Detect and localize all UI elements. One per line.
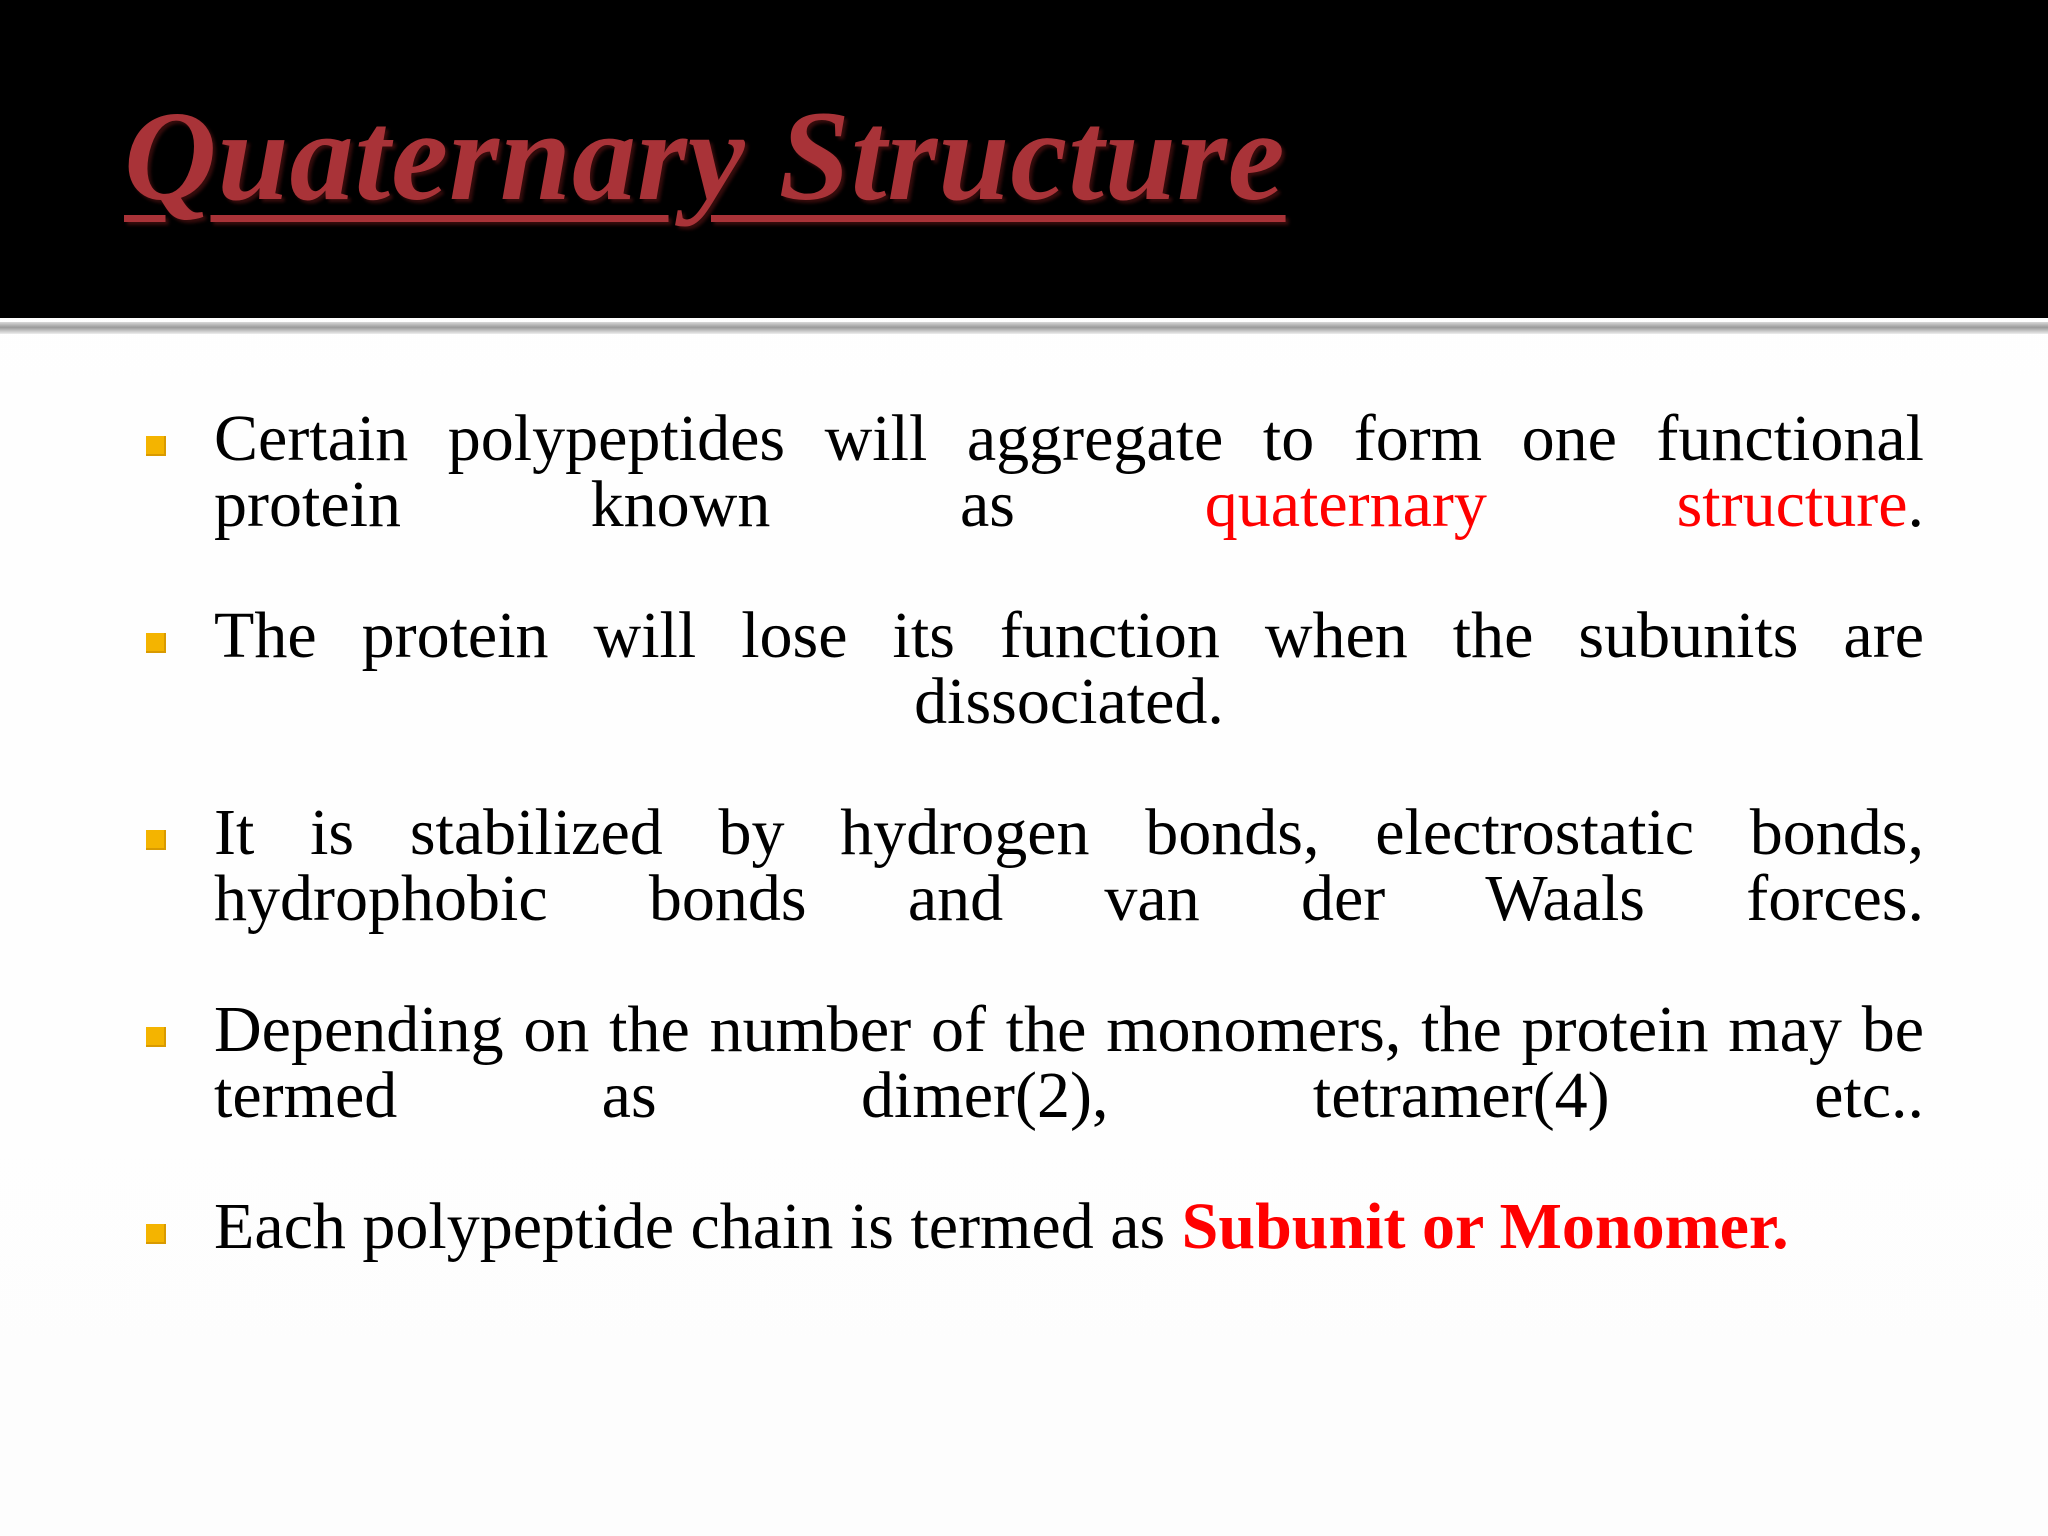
square-bullet-icon	[146, 1224, 166, 1244]
title-bar	[0, 0, 2048, 318]
bullet-text: It is stabilized by hydrogen bonds, electrostatic bonds, hydrophobic bonds and van der Waals forces.	[214, 796, 1924, 935]
highlight-term: Subunit or Monomer.	[1181, 1190, 1789, 1263]
highlight-term: quaternary	[1204, 468, 1487, 541]
highlight-term: structure	[1676, 468, 1908, 541]
bullet-text: Certain polypeptides will aggregate to form one functional protein known as	[214, 402, 1924, 541]
square-bullet-icon	[146, 633, 166, 653]
bullet-item	[144, 993, 1924, 1132]
bullet-item	[144, 402, 1924, 541]
bullet-text: Each polypeptide chain is termed as	[214, 1190, 1182, 1263]
bullet-item	[144, 599, 1924, 738]
bullet-text: .	[1907, 468, 1924, 541]
bullet-item	[144, 1190, 1924, 1263]
slide-title: Quaternary Structure	[124, 85, 1286, 227]
title-divider	[0, 322, 2048, 334]
bullet-text: The protein will lose its function when the subunits are dissociated.	[214, 599, 1924, 738]
bullet-list	[144, 402, 1924, 1325]
bullet-item	[144, 796, 1924, 935]
bullet-text	[1487, 468, 1677, 541]
bullet-text: Depending on the number of the monomers, the protein may be termed as dimer(2), tetramer(4) etc..	[214, 993, 1924, 1132]
square-bullet-icon	[146, 830, 166, 850]
square-bullet-icon	[146, 436, 166, 456]
square-bullet-icon	[146, 1027, 166, 1047]
